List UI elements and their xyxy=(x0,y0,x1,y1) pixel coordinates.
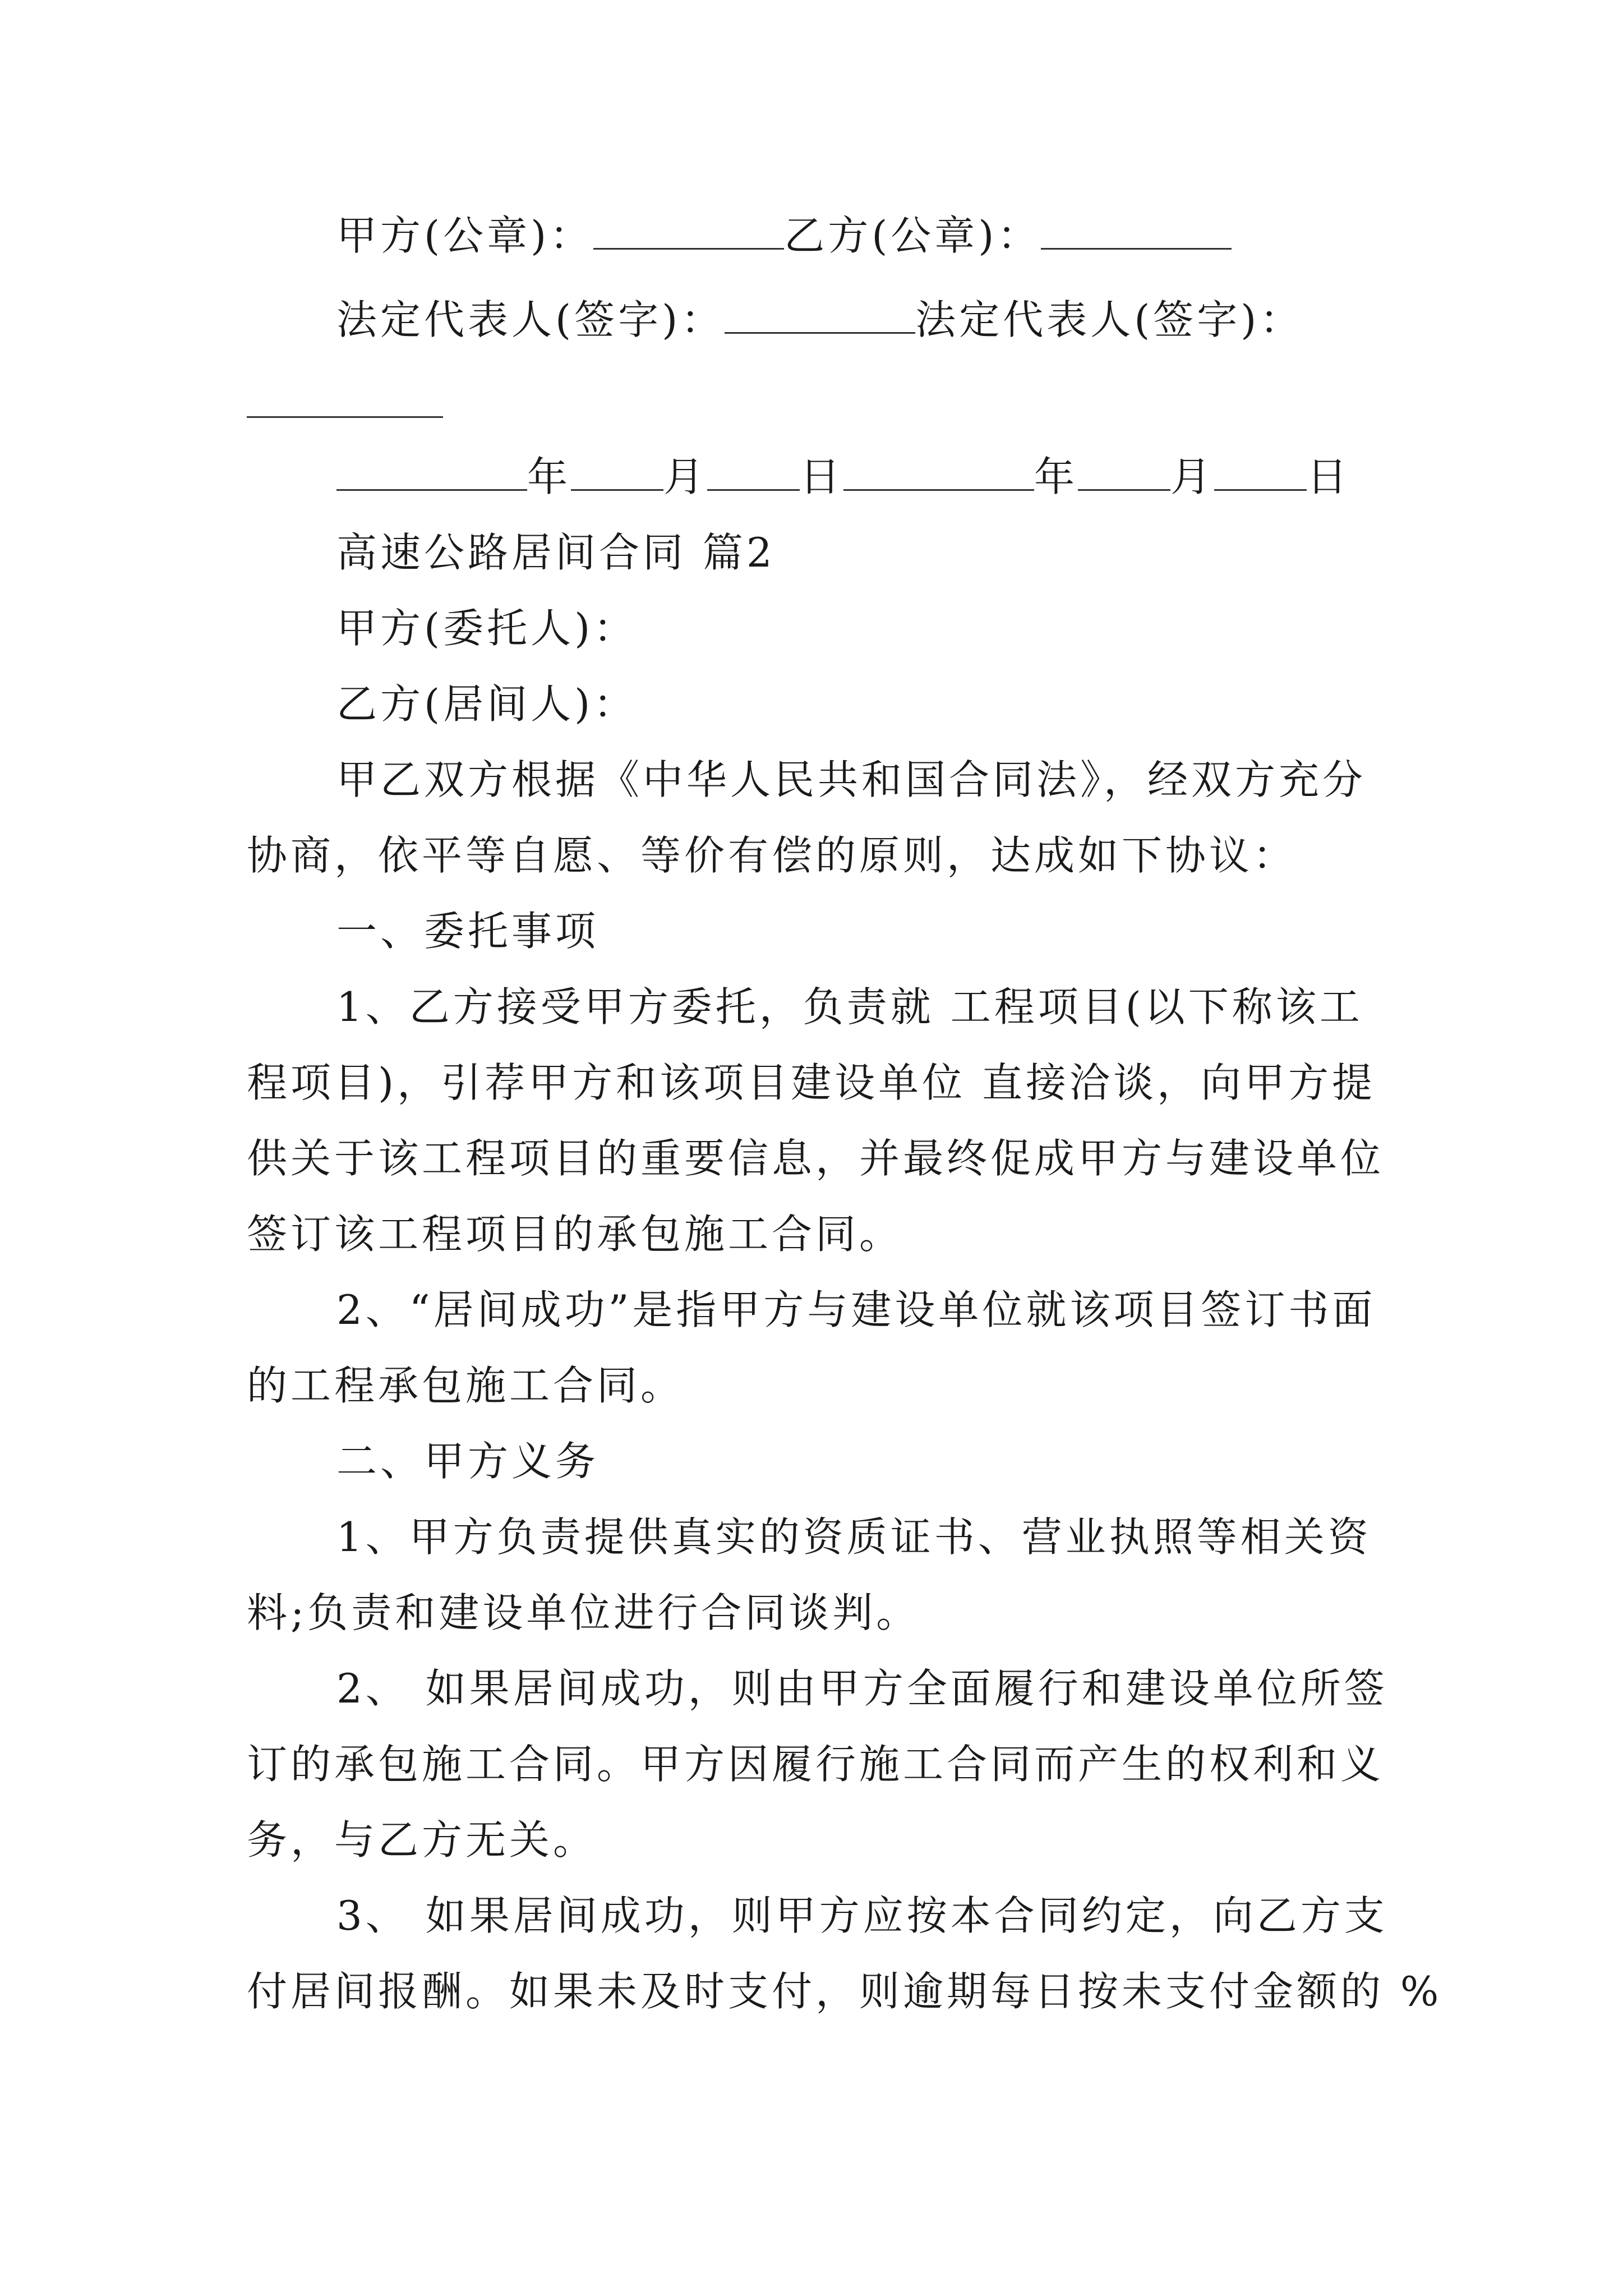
section-two-item2-line2: 订的承包施工合同。甲方因履行施工合同而产生的权利和义 xyxy=(247,1741,1385,1788)
date-b-year-blank[interactable] xyxy=(843,455,1034,491)
date-a-day-blank[interactable] xyxy=(707,455,800,491)
party-a-seal-label: 甲方(公章)： xyxy=(336,212,594,259)
preamble-line-2: 协商，依平等自愿、等价有偿的原则，达成如下协议： xyxy=(247,832,1297,879)
date-b-year: 年 xyxy=(1034,453,1078,500)
party-b-seal-label: 乙方(公章)： xyxy=(784,212,1041,259)
section-two-heading: 二、甲方义务 xyxy=(336,1438,600,1485)
rep-a-label: 法定代表人(签字)： xyxy=(336,296,725,343)
section-one-item1-line2: 程项目)，引荐甲方和该项目建设单位 直接洽谈，向甲方提 xyxy=(247,1059,1376,1106)
section-two-item3-line2: 付居间报酬。如果未及时支付，则逾期每日按未支付金额的 % xyxy=(247,1968,1442,2015)
date-b-day-blank[interactable] xyxy=(1214,455,1307,491)
date-b-month: 月 xyxy=(1170,453,1215,500)
party-b-seal-blank[interactable] xyxy=(1041,214,1232,250)
section-one-item2-line1: 2、“居间成功”是指甲方与建设单位就该项目签订书面 xyxy=(336,1286,1376,1333)
date-a-year: 年 xyxy=(527,453,571,500)
date-a-month-blank[interactable] xyxy=(571,455,663,491)
section-one-item1-line1: 1、乙方接受甲方委托，负责就 工程项目(以下称该工 xyxy=(336,983,1363,1030)
party-b-line: 乙方(居间人)： xyxy=(336,680,638,728)
section-one-heading: 一、委托事项 xyxy=(336,908,600,955)
party-a-seal-blank[interactable] xyxy=(593,214,784,250)
section-title: 高速公路居间合同 篇2 xyxy=(336,529,776,576)
rep-a-blank[interactable] xyxy=(725,298,915,334)
date-b-day: 日 xyxy=(1307,453,1351,500)
section-two-item2-line1: 2、 如果居间成功，则由甲方全面履行和建设单位所签 xyxy=(336,1665,1388,1712)
section-two-item1-line1: 1、甲方负责提供真实的资质证书、营业执照等相关资 xyxy=(336,1513,1372,1561)
section-two-item3-line1: 3、 如果居间成功，则甲方应按本合同约定，向乙方支 xyxy=(336,1892,1388,1939)
section-one-item1-line3: 供关于该工程项目的重要信息，并最终促成甲方与建设单位 xyxy=(247,1135,1385,1182)
rep-b-blank-line xyxy=(247,376,443,432)
section-one-item2-line2: 的工程承包施工合同。 xyxy=(247,1362,685,1409)
section-two-item2-line3: 务，与乙方无关。 xyxy=(247,1816,597,1864)
date-a-year-blank[interactable] xyxy=(336,455,527,491)
representative-line xyxy=(336,292,1303,348)
rep-b-blank[interactable] xyxy=(247,383,443,418)
rep-b-label: 法定代表人(签字)： xyxy=(915,296,1304,343)
date-line xyxy=(336,449,1350,505)
date-a-day: 日 xyxy=(800,453,844,500)
date-b-month-blank[interactable] xyxy=(1078,455,1170,491)
section-one-item1-line4: 签订该工程项目的承包施工合同。 xyxy=(247,1211,903,1258)
section-two-item1-line2: 料;负责和建设单位进行合同谈判。 xyxy=(247,1589,920,1636)
party-a-line: 甲方(委托人)： xyxy=(336,605,638,652)
preamble-line-1: 甲乙双方根据《中华人民共和国合同法》，经双方充分 xyxy=(336,756,1367,803)
date-a-month: 月 xyxy=(663,453,708,500)
seal-line xyxy=(336,208,1232,264)
